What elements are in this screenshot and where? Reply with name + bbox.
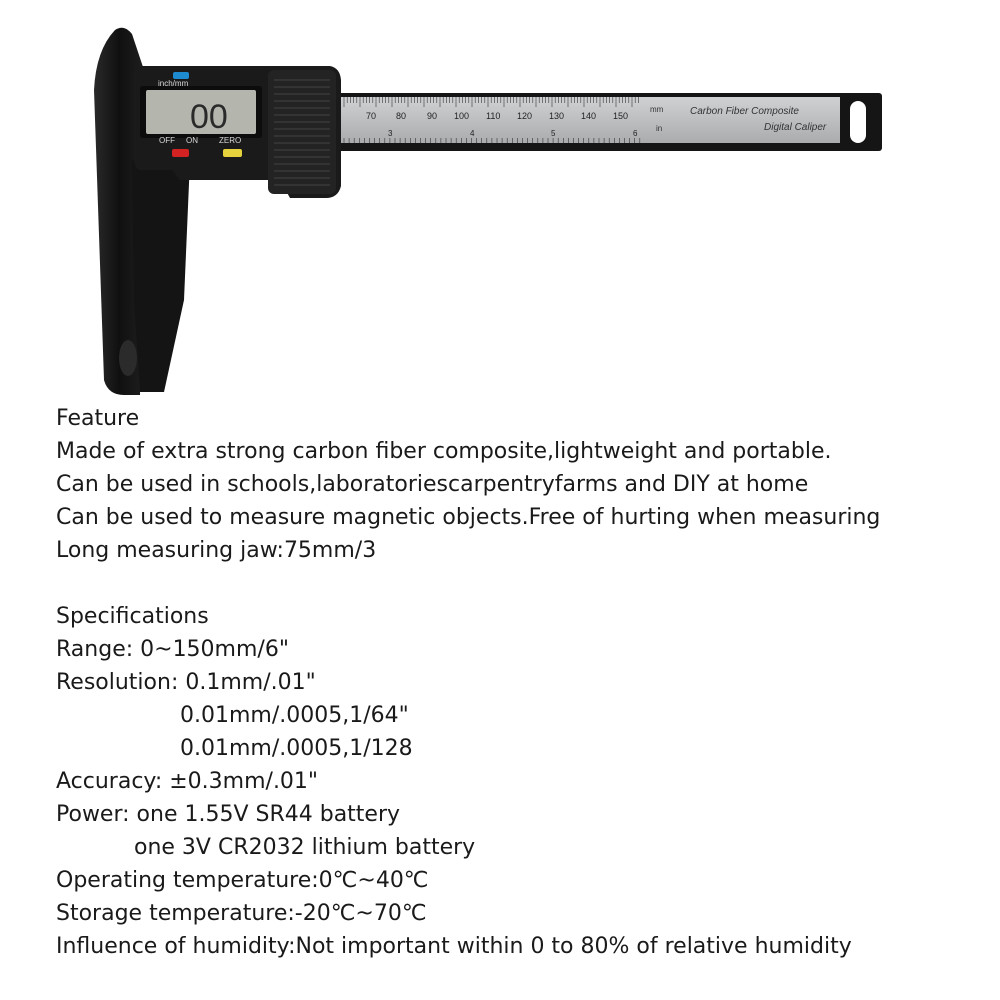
feature-heading: Feature: [56, 406, 140, 431]
lcd-mode-label: inch/mm: [158, 79, 189, 88]
mm-scale-label-100: 100: [454, 111, 470, 121]
mm-unit-label: mm: [650, 105, 664, 114]
zero-button[interactable]: [223, 149, 242, 157]
beam-end-hole: [850, 101, 866, 143]
mm-scale-label-80: 80: [396, 111, 407, 121]
inch-mm-button[interactable]: [173, 72, 189, 79]
caliper-photo: [0, 0, 1000, 400]
mm-scale-label-120: 120: [517, 111, 533, 121]
zero-label: ZERO: [219, 136, 242, 145]
mm-scale-label-90: 90: [427, 111, 438, 121]
in-unit-label: in: [656, 124, 663, 133]
brand-line-1: Carbon Fiber Composite: [690, 106, 799, 117]
spec-resolution-3: 0.01mm/.0005,1/128: [180, 736, 413, 761]
inch-scale-label-4: 4: [470, 129, 475, 138]
mm-scale-label-150: 150: [613, 111, 629, 121]
spec-power: Power: one 1.55V SR44 battery: [56, 802, 401, 827]
spec-resolution: Resolution: 0.1mm/.01": [56, 670, 316, 695]
mm-scale-label-110: 110: [486, 111, 501, 121]
spec-humidity: Influence of humidity:Not important within 0 to 80% of relative humidity: [56, 934, 852, 959]
feature-section: [56, 402, 880, 567]
spec-operating-temperature: Operating temperature:0℃~40℃: [56, 868, 429, 893]
spec-range: Range: 0~150mm/6": [56, 637, 289, 662]
inch-scale-label-3: 3: [388, 129, 393, 138]
spec-accuracy: Accuracy: ±0.3mm/.01": [56, 769, 319, 794]
spec-power-2: one 3V CR2032 lithium battery: [134, 835, 476, 860]
brand-line-2: Digital Caliper: [764, 122, 827, 133]
mm-scale-label-70: 70: [366, 111, 377, 121]
power-button[interactable]: [172, 149, 189, 157]
lcd-reading: 00: [190, 98, 228, 136]
specifications-heading: Specifications: [56, 604, 209, 629]
on-label: ON: [186, 136, 198, 145]
inch-scale-label-5: 5: [551, 129, 556, 138]
sliding-jaw: [132, 160, 190, 392]
spec-resolution-2: 0.01mm/.0005,1/64": [180, 703, 409, 728]
feature-line: Made of extra strong carbon fiber composite,lightweight and portable.: [56, 439, 832, 464]
spec-storage-temperature: Storage temperature:-20℃~70℃: [56, 901, 427, 926]
specifications-section: [56, 600, 852, 963]
feature-line: Long measuring jaw:75mm/3: [56, 538, 377, 563]
feature-line: Can be used to measure magnetic objects.Free of hurting when measuring: [56, 505, 881, 530]
thumb-grip: [268, 70, 336, 194]
inch-scale-label-6: 6: [633, 129, 638, 138]
off-label: OFF: [159, 136, 175, 145]
mm-scale-label-140: 140: [581, 111, 597, 121]
feature-line: Can be used in schools,laboratoriescarpentryfarms and DIY at home: [56, 472, 809, 497]
mm-scale-label-130: 130: [549, 111, 565, 121]
